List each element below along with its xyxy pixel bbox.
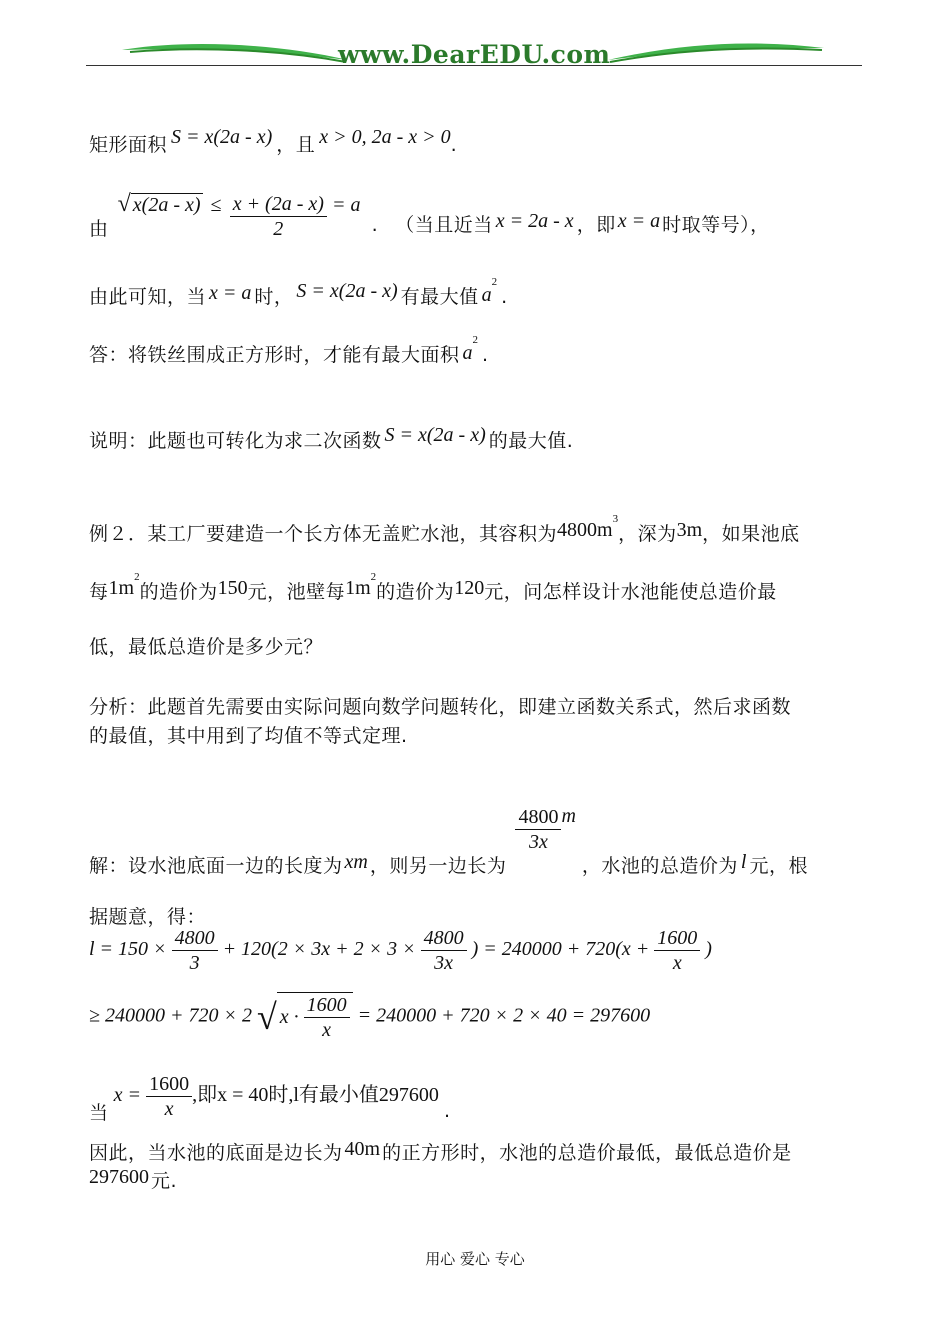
fraction-mean (230, 192, 327, 241)
text: （当且近当 (395, 214, 493, 236)
text: 有最大值 (400, 286, 479, 308)
text: 的最大值. (488, 430, 574, 452)
line-inequality (89, 182, 770, 240)
text: ，深为 (618, 523, 677, 545)
formula-equality-cond: x = 2a - x (495, 210, 574, 232)
leq-symbol: ≤ (210, 194, 222, 216)
text: 当 (89, 1102, 109, 1124)
footer-text: 用心 爱心 专心 (425, 1250, 525, 1268)
price-bottom: 150 (217, 577, 248, 599)
text: ，则另一边长为 (369, 855, 507, 877)
text: 的造价为 (139, 581, 218, 603)
text: 元，池壁每 (247, 581, 346, 603)
fraction-denominator: x (322, 1019, 332, 1041)
text: 时， (254, 286, 294, 308)
text: . (371, 214, 379, 236)
eq-part: x = (113, 1084, 141, 1106)
eq-part: x · (279, 1006, 299, 1028)
header-rule (86, 65, 862, 66)
fraction-numerator: 1600 (146, 1072, 192, 1097)
text: 由此可知，当 (89, 286, 207, 308)
formula-area: S = x(2a - x) (384, 424, 486, 446)
formula-x-eq-a: x = a (209, 282, 252, 304)
text: 由 (89, 218, 109, 240)
text: . (450, 134, 458, 156)
fraction-denominator: 2 (273, 218, 284, 240)
max-value: a (481, 284, 492, 306)
text: 时取等号）， (662, 214, 770, 236)
text: 的造价为 (376, 581, 455, 603)
fraction-other-side (515, 805, 561, 854)
side-value: 40m (344, 1138, 381, 1160)
exponent: 2 (134, 570, 140, 583)
fraction-numerator: 4800 (172, 926, 218, 951)
equation-cost (89, 926, 712, 975)
text: . (444, 1100, 451, 1122)
analysis-line-2: 的最值，其中用到了均值不等式定理. (89, 725, 408, 747)
line-answer (89, 333, 489, 367)
sqrt-expression: √ x(2a - x) (117, 191, 201, 217)
exponent: 3 (612, 512, 619, 525)
example-line-1 (89, 512, 800, 546)
text: ，如果池底 (702, 523, 800, 545)
fraction (421, 926, 467, 975)
eq-part: = 240000 + 720 × 2 × 40 = 297600 (357, 1004, 651, 1027)
eq-part: ,即x = 40时,l有最小值297600 (192, 1084, 439, 1106)
example-line-2 (89, 570, 777, 604)
eq-part: ≥ 240000 + 720 × 2 (89, 1004, 252, 1027)
price-wall: 120 (454, 577, 485, 599)
fraction (172, 926, 218, 975)
text: 答：将铁丝围成正方形时，才能有最大面积 (89, 344, 460, 366)
fraction-numerator: 4800 (421, 926, 467, 951)
max-value: a (462, 342, 473, 364)
header-swoosh-left (120, 38, 350, 68)
exponent: 2 (491, 275, 498, 288)
eq-part: l = 150 × (89, 938, 167, 961)
formula-condition: x > 0, 2a - x > 0 (319, 126, 451, 148)
line-conclusion-max (89, 275, 508, 309)
volume-value: 4800m (557, 519, 613, 541)
text: . (501, 286, 508, 308)
text: ，且 (276, 134, 316, 156)
var-xm: xm (344, 851, 368, 873)
equation-bound (89, 992, 650, 1042)
var-l: l (740, 851, 747, 873)
text: 元，问怎样设计水池能使总造价最 (484, 581, 777, 603)
fraction-numerator: x + (2a - x) (230, 192, 327, 217)
fraction-numerator: 1600 (304, 993, 350, 1018)
unit-m: m (561, 805, 576, 827)
fraction (304, 993, 350, 1042)
eq-part: ) (705, 938, 712, 961)
eq-part: ) = 240000 + 720(x + (471, 938, 650, 961)
eq-part: + 120(2 × 3x + 2 × 3 × (222, 938, 416, 961)
text: ，即 (576, 214, 616, 236)
fraction (654, 926, 700, 975)
text: 因此，当水池的底面是边长为 (89, 1142, 343, 1164)
conclusion-line-1 (89, 1138, 792, 1165)
analysis-line-1: 分析：此题首先需要由实际问题向数学问题转化，即建立函数关系式，然后求函数 (89, 696, 792, 718)
solution-line-2: 据题意，得： (89, 906, 207, 928)
when-line (89, 1072, 451, 1124)
fraction-denominator: 3x (434, 952, 454, 974)
sqrt-expression: √ x · $\frac{1600}{x}$ (257, 992, 353, 1042)
line-area (89, 126, 458, 157)
text: 例２．某工厂要建造一个长方体无盖贮水池，其容积为 (89, 523, 558, 545)
solution-line-1 (89, 805, 808, 877)
text: 的正方形时，水池的总造价最低，最低总造价是 (382, 1142, 792, 1164)
header-swoosh-right (606, 38, 826, 68)
example-line-3: 低，最低总造价是多少元？ (89, 636, 324, 658)
text: 说明：此题也可转化为求二次函数 (89, 430, 382, 452)
equals-a: = a (332, 194, 361, 216)
formula-x-eq-a: x = a (617, 210, 661, 232)
formula-area: S = x(2a - x) (296, 280, 398, 302)
formula-area: S = x(2a - x) (171, 126, 273, 148)
site-logo[interactable]: www.DearEDU.com (338, 40, 611, 69)
min-cost-value: 297600 (89, 1166, 149, 1188)
exponent: 2 (370, 570, 377, 583)
exponent: 2 (472, 333, 479, 346)
fraction-numerator: 1600 (654, 926, 700, 951)
fraction-denominator: 3x (529, 831, 548, 853)
conclusion-line-2 (89, 1166, 177, 1193)
unit-area: 1m (108, 577, 135, 599)
text: . (482, 344, 489, 366)
text: 矩形面积 (89, 134, 168, 156)
sqrt-radicand: x(2a - x) (132, 194, 201, 216)
fraction-denominator: x (672, 952, 682, 974)
text: 元. (151, 1170, 178, 1192)
fraction-numerator: 4800 (515, 805, 561, 830)
fraction-denominator: x (164, 1098, 174, 1120)
fraction-denominator: 3 (189, 952, 200, 974)
unit-area: 1m (345, 577, 371, 599)
text: ，水池的总造价为 (581, 855, 738, 877)
text: 每 (89, 581, 109, 603)
line-note (89, 426, 573, 453)
fraction (146, 1072, 192, 1121)
depth-value: 3m (676, 519, 703, 541)
text: 解：设水池底面一边的长度为 (89, 855, 343, 877)
text: 元，根 (749, 855, 808, 877)
